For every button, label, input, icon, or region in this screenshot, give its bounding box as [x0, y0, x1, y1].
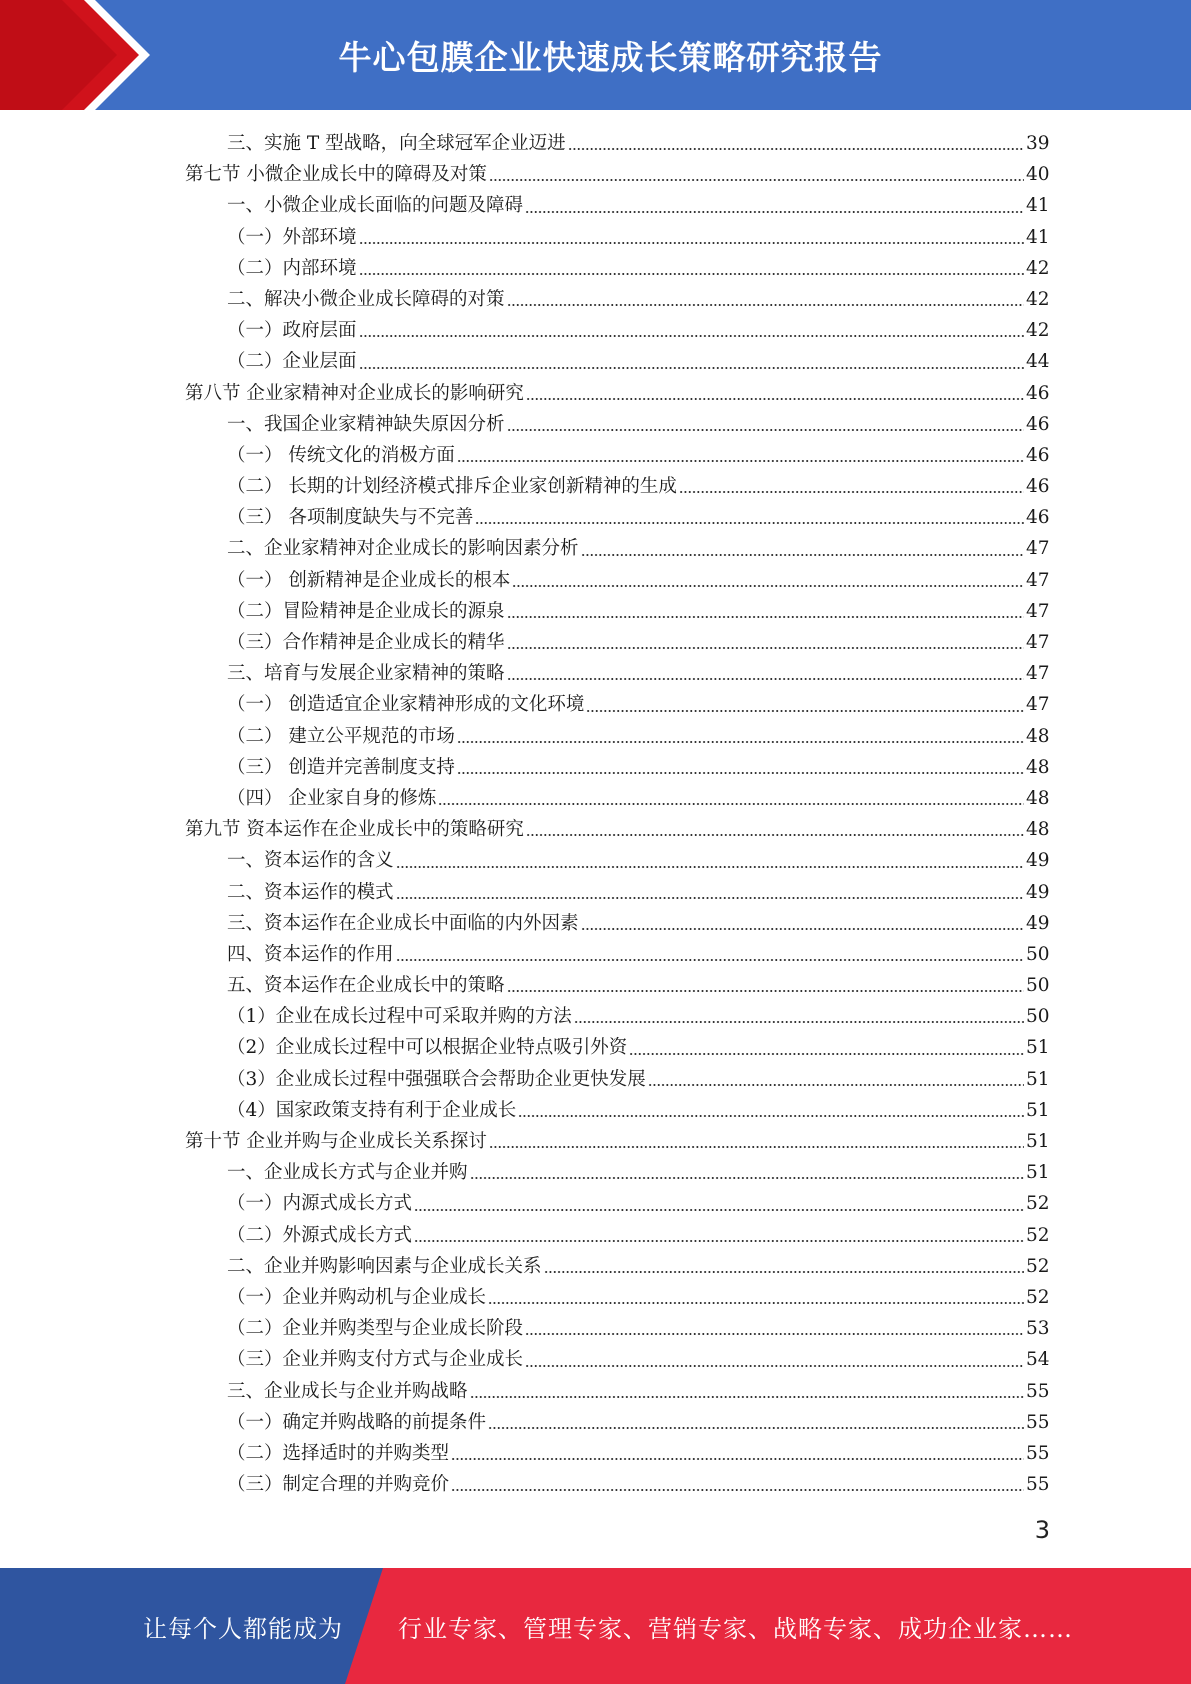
- toc-entry-title: （2）企业成长过程中可以根据企业特点吸引外资: [227, 1037, 628, 1059]
- toc-entry[interactable]: [185, 1001, 1048, 1032]
- toc-entry-page: 52: [1026, 1224, 1050, 1246]
- toc-entry[interactable]: [185, 939, 1048, 970]
- toc-leader-dots: [512, 585, 1024, 587]
- toc-leader-dots: [518, 1115, 1024, 1117]
- toc-entry[interactable]: [185, 315, 1048, 346]
- toc-entry-title: （一）政府层面: [227, 320, 357, 342]
- toc-entry-title: （一）外部环境: [227, 226, 357, 248]
- toc-entry-title: 三、培育与发展企业家精神的策略: [227, 663, 505, 685]
- toc-entry-page: 50: [1026, 1006, 1050, 1028]
- toc-entry-title: （二） 建立公平规范的市场: [227, 725, 455, 747]
- toc-entry-title: （二）冒险精神是企业成长的源泉: [227, 600, 505, 622]
- toc-entry-title: （一） 传统文化的消极方面: [227, 444, 455, 466]
- toc-entry-page: 47: [1026, 694, 1050, 716]
- toc-leader-dots: [525, 1365, 1024, 1367]
- toc-leader-dots: [581, 928, 1024, 930]
- toc-leader-dots: [414, 1240, 1024, 1242]
- toc-leader-dots: [648, 1084, 1024, 1086]
- toc-entry[interactable]: [185, 378, 1048, 409]
- toc-entry[interactable]: [185, 471, 1048, 502]
- toc-entry[interactable]: [185, 1064, 1048, 1095]
- toc-entry-page: 48: [1026, 787, 1050, 809]
- toc-entry-page: 55: [1026, 1442, 1050, 1464]
- toc-leader-dots: [507, 429, 1024, 431]
- toc-entry[interactable]: [185, 1032, 1048, 1063]
- toc-leader-dots: [525, 211, 1024, 213]
- toc-entry-title: （4）国家政策支持有利于企业成长: [227, 1099, 517, 1121]
- footer-slogan-left: 让每个人都能成为: [143, 1614, 343, 1643]
- toc-entry-page: 50: [1026, 975, 1050, 997]
- toc-entry[interactable]: [185, 533, 1048, 564]
- toc-entry[interactable]: [185, 128, 1048, 159]
- toc-leader-dots: [470, 1396, 1024, 1398]
- toc-entry-page: 46: [1026, 507, 1050, 529]
- toc-entry-page: 48: [1026, 819, 1050, 841]
- toc-entry[interactable]: [185, 721, 1048, 752]
- page-header: [0, 0, 1191, 110]
- toc-entry-page: 55: [1026, 1380, 1050, 1402]
- toc-entry-page: 52: [1026, 1255, 1050, 1277]
- toc-entry-title: （二）企业并购类型与企业成长阶段: [227, 1318, 524, 1340]
- toc-entry-title: （1）企业在成长过程中可采取并购的方法: [227, 1006, 572, 1028]
- toc-leader-dots: [488, 1302, 1024, 1304]
- toc-entry-page: 51: [1026, 1131, 1050, 1152]
- toc-entry-page: 47: [1026, 632, 1050, 653]
- toc-leader-dots: [507, 616, 1024, 618]
- toc-entry-title: 五、资本运作在企业成长中的策略: [227, 975, 505, 997]
- toc-leader-dots: [507, 647, 1024, 649]
- toc-entry-page: 44: [1026, 351, 1050, 373]
- toc-leader-dots: [414, 1209, 1024, 1211]
- toc-entry-title: （一）确定并购战略的前提条件: [227, 1411, 487, 1433]
- toc-leader-dots: [438, 803, 1024, 805]
- toc-entry[interactable]: [185, 1251, 1048, 1282]
- page-number: 3: [1034, 1516, 1050, 1544]
- toc-leader-dots: [396, 897, 1024, 899]
- toc-entry-title: （一） 创新精神是企业成长的根本: [227, 569, 511, 591]
- toc-leader-dots: [451, 1489, 1024, 1491]
- toc-entry-title: 第九节 资本运作在企业成长中的策略研究: [185, 819, 524, 841]
- toc-entry-page: 46: [1026, 444, 1050, 466]
- toc-leader-dots: [507, 990, 1024, 992]
- toc-entry-title: （一）内源式成长方式: [227, 1193, 413, 1215]
- toc-leader-dots: [507, 678, 1024, 680]
- toc-leader-dots: [544, 1271, 1024, 1273]
- toc-entry-title: 一、企业成长方式与企业并购: [227, 1162, 468, 1184]
- toc-entry[interactable]: [185, 346, 1048, 377]
- toc-leader-dots: [568, 148, 1024, 150]
- toc-entry-page: 52: [1026, 1286, 1050, 1308]
- toc-entry-title: （三） 创造并完善制度支持: [227, 756, 455, 778]
- toc-entry-title: 第十节 企业并购与企业成长关系探讨: [185, 1131, 487, 1152]
- toc-entry-page: 41: [1026, 195, 1050, 217]
- toc-entry-page: 46: [1026, 476, 1050, 498]
- toc-entry-page: 46: [1026, 382, 1050, 404]
- toc-leader-dots: [488, 1427, 1024, 1429]
- toc-entry-title: 二、企业并购影响因素与企业成长关系: [227, 1255, 542, 1277]
- toc-entry-page: 49: [1026, 850, 1050, 872]
- toc-leader-dots: [451, 1458, 1024, 1460]
- toc-entry-page: 51: [1026, 1162, 1050, 1184]
- toc-entry[interactable]: [185, 284, 1048, 315]
- report-title: 牛心包膜企业快速成长策略研究报告: [338, 37, 883, 77]
- toc-entry-title: 二、解决小微企业成长障碍的对策: [227, 288, 505, 310]
- toc-entry-title: （二）企业层面: [227, 351, 357, 373]
- toc-leader-dots: [526, 398, 1024, 400]
- toc-entry-title: 二、企业家精神对企业成长的影响因素分析: [227, 538, 579, 560]
- toc-entry[interactable]: [185, 409, 1048, 440]
- toc-leader-dots: [475, 522, 1024, 524]
- toc-leader-dots: [457, 772, 1024, 774]
- toc-entry[interactable]: [185, 658, 1048, 689]
- toc-leader-dots: [507, 304, 1024, 306]
- toc-entry-title: （二） 长期的计划经济模式排斥企业家创新精神的生成: [227, 476, 677, 498]
- toc-leader-dots: [581, 554, 1024, 556]
- toc-entry-page: 54: [1026, 1349, 1050, 1371]
- toc-entry-title: （3）企业成长过程中强强联合会帮助企业更快发展: [227, 1068, 646, 1090]
- toc-entry[interactable]: [185, 1407, 1048, 1438]
- toc-leader-dots: [525, 1333, 1024, 1335]
- toc-entry-title: （一） 创造适宜企业家精神形成的文化环境: [227, 694, 585, 716]
- toc-entry-page: 53: [1026, 1318, 1050, 1340]
- toc-entry[interactable]: [185, 1188, 1048, 1219]
- toc-entry-title: （四） 企业家自身的修炼: [227, 787, 437, 809]
- toc-entry-page: 42: [1026, 288, 1050, 310]
- toc-leader-dots: [470, 1177, 1024, 1179]
- toc-entry-page: 52: [1026, 1193, 1050, 1215]
- toc-entry-page: 46: [1026, 413, 1050, 435]
- toc-leader-dots: [359, 335, 1024, 337]
- toc-leader-dots: [457, 741, 1024, 743]
- toc-entry[interactable]: [185, 908, 1048, 939]
- toc-entry[interactable]: [185, 1313, 1048, 1344]
- toc-leader-dots: [629, 1053, 1024, 1055]
- toc-entry-title: （二）内部环境: [227, 257, 357, 279]
- toc-entry-page: 39: [1026, 133, 1050, 154]
- toc-entry[interactable]: [185, 689, 1048, 720]
- toc-entry[interactable]: [185, 1095, 1048, 1126]
- toc-entry-title: （三）合作精神是企业成长的精华: [227, 632, 505, 653]
- toc-entry-title: 二、资本运作的模式: [227, 881, 394, 903]
- toc-entry-title: （二）选择适时的并购类型: [227, 1442, 450, 1464]
- toc-entry[interactable]: [185, 845, 1048, 876]
- toc-entry-title: 三、企业成长与企业并购战略: [227, 1380, 468, 1402]
- toc-entry[interactable]: [185, 877, 1048, 908]
- toc-entry[interactable]: [185, 1157, 1048, 1188]
- toc-entry[interactable]: [185, 502, 1048, 533]
- toc-entry-page: 49: [1026, 881, 1050, 903]
- toc-entry[interactable]: [185, 783, 1048, 814]
- toc-entry[interactable]: [185, 1126, 1048, 1157]
- toc-entry[interactable]: [185, 440, 1048, 471]
- toc-entry-title: 三、实施 T 型战略，向全球冠军企业迈进: [227, 133, 566, 154]
- toc-entry[interactable]: [185, 222, 1048, 253]
- toc-entry-title: 四、资本运作的作用: [227, 943, 394, 965]
- toc-entry[interactable]: [185, 1220, 1048, 1251]
- toc-entry-title: 一、资本运作的含义: [227, 850, 394, 872]
- toc-leader-dots: [489, 1146, 1024, 1148]
- toc-entry-page: 55: [1026, 1474, 1050, 1496]
- toc-entry[interactable]: [185, 159, 1048, 190]
- toc-entry[interactable]: [185, 253, 1048, 284]
- toc-leader-dots: [574, 1021, 1024, 1023]
- toc-leader-dots: [359, 242, 1024, 244]
- toc-entry-page: 41: [1026, 226, 1050, 248]
- toc-entry[interactable]: [185, 1282, 1048, 1313]
- toc-entry[interactable]: [185, 565, 1048, 596]
- toc-entry[interactable]: [185, 970, 1048, 1001]
- toc-entry[interactable]: [185, 752, 1048, 783]
- toc-entry-page: 48: [1026, 725, 1050, 747]
- toc-leader-dots: [679, 491, 1024, 493]
- toc-entry-page: 49: [1026, 912, 1050, 934]
- toc-entry-title: （三）制定合理的并购竞价: [227, 1474, 450, 1496]
- toc-entry[interactable]: [185, 814, 1048, 845]
- toc-leader-dots: [396, 866, 1024, 868]
- toc-entry-page: 51: [1026, 1099, 1050, 1121]
- toc-entry-title: （一）企业并购动机与企业成长: [227, 1286, 487, 1308]
- toc-leader-dots: [396, 959, 1024, 961]
- toc-entry-title: 一、我国企业家精神缺失原因分析: [227, 413, 505, 435]
- toc-entry-title: （三） 各项制度缺失与不完善: [227, 507, 474, 529]
- toc-leader-dots: [586, 710, 1024, 712]
- toc-entry-title: 一、小微企业成长面临的问题及障碍: [227, 195, 524, 217]
- toc-entry[interactable]: [185, 627, 1048, 658]
- toc-entry-page: 55: [1026, 1411, 1050, 1433]
- toc-entry-title: 三、资本运作在企业成长中面临的内外因素: [227, 912, 579, 934]
- toc-entry-page: 50: [1026, 943, 1050, 965]
- toc-leader-dots: [359, 367, 1024, 369]
- toc-entry[interactable]: [185, 190, 1048, 221]
- toc-entry-page: 47: [1026, 538, 1050, 560]
- toc-entry-page: 48: [1026, 756, 1050, 778]
- toc-entry-title: （三）企业并购支付方式与企业成长: [227, 1349, 524, 1371]
- toc-leader-dots: [457, 460, 1024, 462]
- toc-entry-title: 第八节 企业家精神对企业成长的影响研究: [185, 382, 524, 404]
- footer-slogan-right: 行业专家、管理专家、营销专家、战略专家、成功企业家……: [398, 1614, 1073, 1643]
- toc-entry-page: 47: [1026, 569, 1050, 591]
- page-footer: [0, 1568, 1191, 1684]
- toc-entry-page: 47: [1026, 663, 1050, 685]
- toc-entry-page: 42: [1026, 257, 1050, 279]
- toc-entry[interactable]: [185, 1469, 1048, 1500]
- toc-leader-dots: [526, 834, 1024, 836]
- toc-entry-title: （二）外源式成长方式: [227, 1224, 413, 1246]
- toc-entry-page: 51: [1026, 1068, 1050, 1090]
- toc-entry[interactable]: [185, 596, 1048, 627]
- toc-entry[interactable]: [185, 1344, 1048, 1375]
- table-of-contents: [185, 128, 1048, 1500]
- toc-leader-dots: [489, 179, 1024, 181]
- toc-entry[interactable]: [185, 1438, 1048, 1469]
- toc-entry-title: 第七节 小微企业成长中的障碍及对策: [185, 164, 487, 186]
- toc-entry-page: 40: [1026, 164, 1050, 186]
- toc-entry[interactable]: [185, 1376, 1048, 1407]
- toc-entry-page: 51: [1026, 1037, 1050, 1059]
- toc-entry-page: 47: [1026, 600, 1050, 622]
- toc-entry-page: 42: [1026, 320, 1050, 342]
- toc-leader-dots: [359, 273, 1024, 275]
